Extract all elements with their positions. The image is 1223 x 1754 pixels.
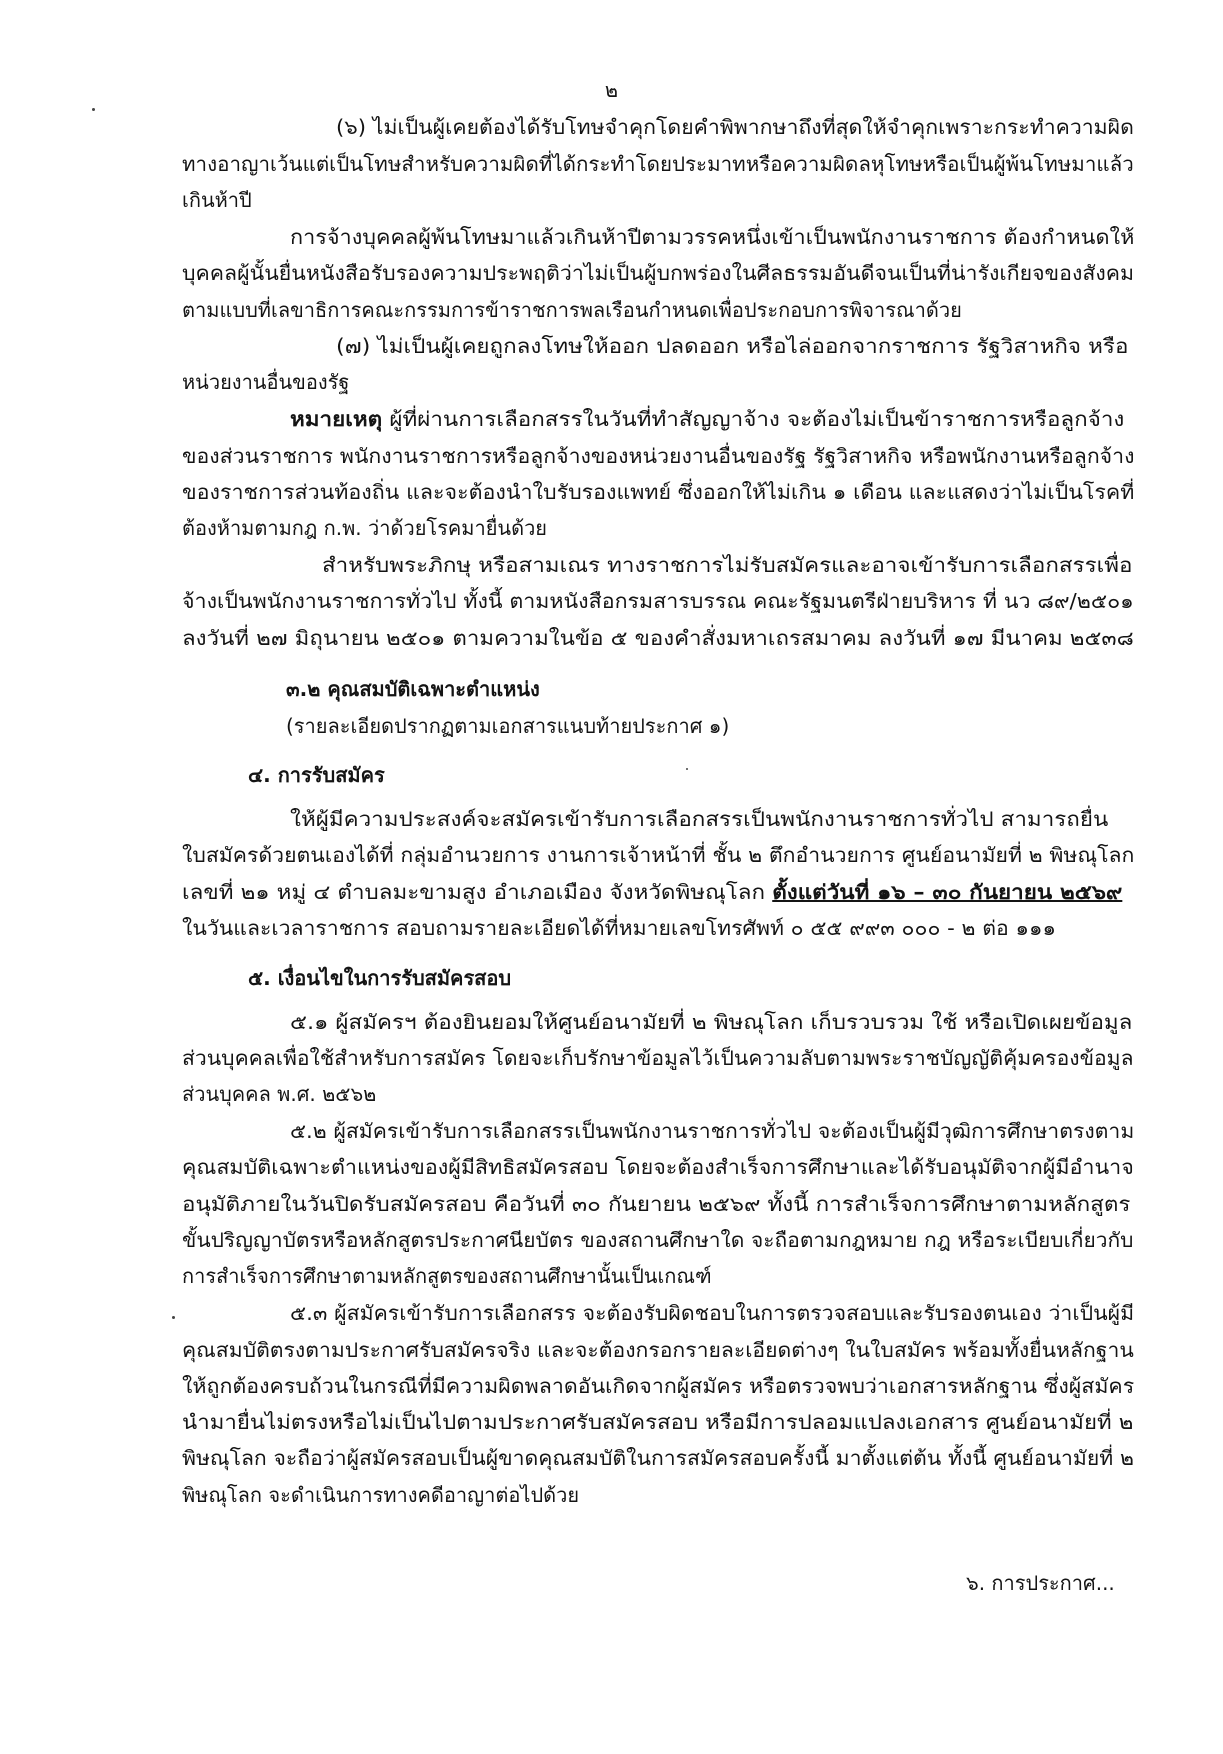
- line-text: ส่วนบุคคล พ.ศ. ๒๕๖๒: [182, 1082, 377, 1106]
- text-line: [182, 513, 547, 543]
- text-line: [182, 1043, 1134, 1073]
- line-text: ๓.๒ คุณสมบัติเฉพาะตำแหน่ง: [286, 677, 540, 701]
- line-text: ๖. การประกาศ...: [966, 1571, 1115, 1595]
- line-text: คุณสมบัติตรงตามประกาศรับสมัครจริง และจะต้องกรอกรายละเอียดต่างๆ ในใบสมัคร พร้อมทั้งยื่นหลักฐาน: [182, 1338, 1134, 1362]
- line-text: ทางอาญาเว้นแต่เป็นโทษสำหรับความผิดที่ได้กระทำโดยประมาทหรือความผิดลหุโทษหรือเป็นผู้พ้นโทษมาแล้ว: [182, 152, 1134, 176]
- scan-speck: [92, 108, 95, 111]
- line-text: ในวันและเวลาราชการ สอบถามรายละเอียดได้ที่หมายเลขโทรศัพท์ ๐ ๕๕ ๙๙๓ ๐๐๐ - ๒ ต่อ ๑๑๑: [182, 916, 1056, 940]
- text-line: [182, 623, 1134, 653]
- application-dates: ตั้งแต่วันที่ ๑๖ – ๓๐ กันยายน ๒๕๖๙: [772, 880, 1123, 904]
- scan-speck: [172, 1316, 175, 1319]
- text-line: [182, 1261, 712, 1291]
- text-line: [322, 550, 1132, 580]
- line-text: ใบสมัครด้วยตนเองได้ที่ กลุ่มอำนวยการ งานการเจ้าหน้าที่ ชั้น ๒ ตึกอำนวยการ ศูนย์อนามัยที่ ๒ พิษณุโลก: [182, 843, 1135, 867]
- text-line: [182, 913, 1056, 943]
- text-line: [290, 1298, 1134, 1328]
- line-text: ๕.๒ ผู้สมัครเข้ารับการเลือกสรรเป็นพนักงานราชการทั่วไป จะต้องเป็นผู้มีวุฒิการศึกษาตรงตาม: [290, 1119, 1135, 1143]
- text-line: [182, 1152, 1134, 1182]
- text-line: [182, 1335, 1134, 1365]
- line-text: ของราชการส่วนท้องถิ่น และจะต้องนำใบรับรองแพทย์ ซึ่งออกให้ไม่เกิน ๑ เดือน และแสดงว่าไม่เป็นโรคที่: [182, 480, 1135, 504]
- line-text: ผู้ที่ผ่านการเลือกสรรในวันที่ทำสัญญาจ้าง จะต้องไม่เป็นข้าราชการหรือลูกจ้าง: [389, 407, 1125, 431]
- text-line: [182, 295, 962, 325]
- line-text: นำมายื่นไม่ตรงหรือไม่เป็นไปตามประกาศรับสมัครสอบ หรือมีการปลอมแปลงเอกสาร ศูนย์อนามัยที่ ๒: [182, 1410, 1134, 1434]
- line-text: การสำเร็จการศึกษาตามหลักสูตรของสถานศึกษานั้นเป็นเกณฑ์: [182, 1264, 712, 1288]
- line-text: ๕.๓ ผู้สมัครเข้ารับการเลือกสรร จะต้องรับผิดชอบในการตรวจสอบและรับรองตนเอง ว่าเป็นผู้มี: [290, 1301, 1135, 1325]
- line-text: เกินห้าปี: [182, 188, 252, 212]
- text-line: [182, 185, 252, 215]
- line-text: (๖) ไม่เป็นผู้เคยต้องได้รับโทษจำคุกโดยคำพิพากษาถึงที่สุดให้จำคุกเพราะกระทำความผิด: [336, 115, 1134, 139]
- line-text: ๕. เงื่อนไขในการรับสมัครสอบ: [248, 966, 512, 990]
- text-line: [286, 711, 729, 741]
- text-line: [336, 112, 1134, 142]
- text-line: [182, 840, 1134, 870]
- line-text: ๕.๑ ผู้สมัครฯ ต้องยินยอมให้ศูนย์อนามัยที่ ๒ พิษณุโลก เก็บรวบรวม ใช้ หรือเปิดเผยข้อมูล: [290, 1010, 1133, 1034]
- text-line: [290, 1116, 1134, 1146]
- line-text: ให้ถูกต้องครบถ้วนในกรณีที่มีความผิดพลาดอันเกิดจากผู้สมัคร หรือตรวจพบว่าเอกสารหลักฐาน ซึ่งผู้สมัคร: [182, 1374, 1135, 1398]
- line-text: อนุมัติภายในวันปิดรับสมัครสอบ คือวันที่ ๓๐ กันยายน ๒๕๖๙ ทั้งนี้ การสำเร็จการศึกษาตามหลักสูตร: [182, 1192, 1131, 1216]
- text-line: [290, 222, 1134, 252]
- line-text: ให้ผู้มีความประสงค์จะสมัครเข้ารับการเลือกสรรเป็นพนักงานราชการทั่วไป สามารถยื่น: [290, 807, 1109, 831]
- text-line: [182, 367, 349, 397]
- line-text: พิษณุโลก จะดำเนินการทางคดีอาญาต่อไปด้วย: [182, 1483, 580, 1507]
- text-line: [290, 804, 1108, 834]
- note-label: หมายเหตุ: [290, 407, 383, 431]
- scan-speck: [686, 768, 688, 770]
- page-number: ๒: [604, 78, 619, 102]
- text-line: [182, 477, 1134, 507]
- line-text: ของส่วนราชการ พนักงานราชการหรือลูกจ้างของหน่วยงานอื่นของรัฐ รัฐวิสาหกิจ หรือพนักงานหรือลูกจ้าง: [182, 444, 1135, 468]
- text-line: [182, 1225, 1133, 1255]
- text-line: [336, 331, 1128, 361]
- text-line: [182, 877, 1122, 907]
- text-line: [182, 258, 1134, 288]
- line-text: ตามแบบที่เลขาธิการคณะกรรมการข้าราชการพลเรือนกำหนดเพื่อประกอบการพิจารณาด้วย: [182, 298, 962, 322]
- text-line: [182, 1480, 579, 1510]
- line-text: (รายละเอียดปรากฏตามเอกสารแนบท้ายประกาศ ๑): [286, 714, 730, 738]
- line-text: พิษณุโลก จะถือว่าผู้สมัครสอบเป็นผู้ขาดคุณสมบัติในการสมัครสอบครั้งนี้ มาตั้งแต่ต้น ทั้งนี้ ศูนย์อนามัยที่ ๒: [182, 1446, 1134, 1470]
- line-text: สำหรับพระภิกษุ หรือสามเณร ทางราชการไม่รับสมัครและอาจเข้ารับการเลือกสรรเพื่อ: [322, 553, 1133, 577]
- line-text: คุณสมบัติเฉพาะตำแหน่งของผู้มีสิทธิสมัครสอบ โดยจะต้องสำเร็จการศึกษาและได้รับอนุมัติจากผู้มีอำนาจ: [182, 1155, 1134, 1179]
- line-text: เลขที่ ๒๑ หมู่ ๔ ตำบลมะขามสูง อำเภอเมือง จังหวัดพิษณุโลก: [182, 880, 766, 904]
- line-text: ขั้นปริญญาบัตรหรือหลักสูตรประกาศนียบัตร ของสถานศึกษาใด จะถือตามกฎหมาย กฎ หรือระเบียบเกี่ยวกับ: [182, 1228, 1134, 1252]
- line-text: ต้องห้ามตามกฎ ก.พ. ว่าด้วยโรคมายื่นด้วย: [182, 516, 548, 540]
- text-line: [182, 1079, 376, 1109]
- line-text: จ้างเป็นพนักงานราชการทั่วไป ทั้งนี้ ตามหนังสือกรมสารบรรณ คณะรัฐมนตรีฝ่ายบริหาร ที่ นว ๘๙/๒๕๐๑: [182, 589, 1134, 613]
- line-text: (๗) ไม่เป็นผู้เคยถูกลงโทษให้ออก ปลดออก หรือไล่ออกจากราชการ รัฐวิสาหกิจ หรือ: [336, 334, 1129, 358]
- text-line: [290, 404, 1124, 434]
- text-line: [248, 760, 385, 790]
- line-text: บุคคลผู้นั้นยื่นหนังสือรับรองความประพฤติว่าไม่เป็นผู้บกพร่องในศีลธรรมอันดีจนเป็นที่น่ารังเกียจของสังคม: [182, 261, 1135, 285]
- line-text: ๔. การรับสมัคร: [248, 763, 385, 787]
- text-line: [248, 963, 511, 993]
- line-text: ส่วนบุคคลเพื่อใช้สำหรับการสมัคร โดยจะเก็บรักษาข้อมูลไว้เป็นความลับตามพระราชบัญญัติคุ้มครองข้อมูล: [182, 1046, 1134, 1070]
- line-text: ลงวันที่ ๒๗ มิถุนายน ๒๕๐๑ ตามความในข้อ ๕ ของคำสั่งมหาเถรสมาคม ลงวันที่ ๑๗ มีนาคม ๒๕๓๘: [182, 626, 1134, 650]
- text-line: [966, 1568, 1115, 1598]
- text-line: [290, 1007, 1132, 1037]
- text-line: [182, 1443, 1134, 1473]
- text-line: [182, 586, 1134, 616]
- line-text: หน่วยงานอื่นของรัฐ: [182, 370, 350, 394]
- text-line: [182, 1371, 1134, 1401]
- text-line: [286, 674, 540, 704]
- text-line: [182, 1407, 1133, 1437]
- text-line: [182, 1189, 1130, 1219]
- text-line: [182, 441, 1134, 471]
- line-text: การจ้างบุคคลผู้พ้นโทษมาแล้วเกินห้าปีตามวรรคหนึ่งเข้าเป็นพนักงานราชการ ต้องกำหนดให้: [290, 225, 1135, 249]
- text-line: [182, 149, 1134, 179]
